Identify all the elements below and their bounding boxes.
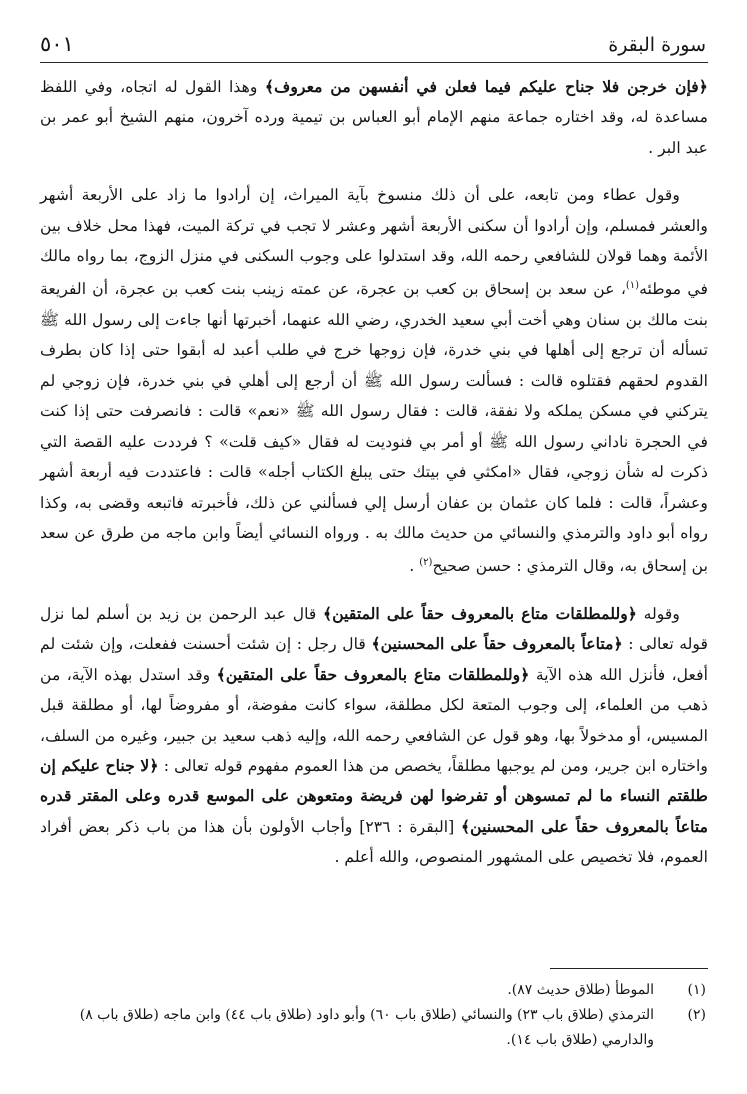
quran-verse: ﴿وللمطلقات متاع بالمعروف حقاً على المتقين﴾ bbox=[216, 664, 530, 684]
paragraph-2 bbox=[40, 180, 708, 582]
footnote-text: الموطأ (طلاق حديث ٨٧). bbox=[507, 982, 654, 998]
footnote bbox=[40, 1003, 706, 1053]
quran-verse: ﴿وللمطلقات متاع بالمعروف حقاً على المتقين﴾ bbox=[323, 603, 637, 623]
footnote-ref-2: (٢) bbox=[419, 557, 433, 569]
quran-verse: ﴿لا جناح عليكم إن طلقتم النساء ما لم تمسوهن أو تفرضوا لهن فريضة ومتعوهن على الموسع قدره وعلى المقتر قدره متاعاً بالمعروف حقاً على المحسنين﴾ bbox=[40, 756, 708, 836]
paragraph-1 bbox=[40, 72, 708, 163]
page-header bbox=[40, 28, 708, 63]
footnotes bbox=[40, 978, 706, 1053]
paragraph-text: وقوله bbox=[637, 603, 680, 623]
quran-verse: ﴿متاعاً بالمعروف حقاً على المحسنين﴾ bbox=[371, 634, 623, 654]
footnote-number: (١) bbox=[687, 982, 706, 998]
quran-verse: ﴿فإن خرجن فلا جناح عليكم فيما فعلن في أنفسهن من معروف﴾ bbox=[264, 77, 708, 96]
paragraph-text: . bbox=[409, 556, 420, 576]
paragraph-text: قال عبد الرحمن بن زيد بن أسلم لما نزل قوله تعالى : bbox=[40, 603, 709, 654]
footnote-text: الترمذي (طلاق باب ٢٣) والنسائي (طلاق باب ٦٠) وأبو داود (طلاق باب ٤٤) وابن ماجه (طلاق باب ٨) والدارمي (طلاق باب ١٤). bbox=[79, 1007, 654, 1048]
footnote-divider bbox=[550, 968, 708, 969]
footnote-ref-1: (١) bbox=[625, 280, 640, 292]
main-text bbox=[40, 72, 708, 873]
surah-title: سورة البقرة bbox=[608, 34, 706, 56]
paragraph-text: وهذا القول له اتجاه، وفي اللفظ مساعدة له، وقد اختاره جماعة منهم الإمام أبو العباس بن تيمية ورده آخرون، منهم الشيخ أبو عمر بن عبد البر . bbox=[40, 77, 708, 157]
page-number: ٥٠١ bbox=[40, 32, 74, 56]
paragraph-text: ، عن سعد بن إسحاق بن كعب بن عجرة، عن عمته زينب بنت كعب بن عجرة، أن الفريعة بنت مالك بن سنان وهي أخت أبي سعيد الخدري، رضي الله عنهما، أخبرتها أنها جاءت إلى رسول الله ﷺ تسأله أن ترجع إلى أهلها في بني خدرة، فإن زوجها خرج في طلب أعبد له أبقوا حتى إذا كان بطرف القدوم لحقهم فقتلوه قالت : فسألت رسول الله ﷺ أن أرجع إلى أهلي في بني خدرة، فإن زوجي لم يتركني في مسكن يملكه ولا نفقة، قالت : فقال رسول الله ﷺ «نعم» قالت : فانصرفت حتى إذا كنت في الحجرة ناداني رسول الله ﷺ أو أمر بي فنوديت له فقال «كيف قلت» ؟ فرددت عليه القصة التي ذكرت له شأن زوجي، فقال «امكثي في بيتك حتى يبلغ الكتاب أجله» قالت : فاعتددت فيه أربعة أشهر وعشراً، قالت : فلما كان عثمان بن عفان أرسل إلي فسألني عن ذلك، فأخبرته فاتبعه وقضى به، وكذا رواه أبو داود والترمذي والنسائي من حديث مالك به . ورواه النسائي أيضاً وابن ماجه من طرق عن سعد بن إسحاق به، وقال الترمذي : حسن صحيح bbox=[40, 279, 708, 576]
footnote-number: (٢) bbox=[687, 1007, 706, 1023]
paragraph-3 bbox=[40, 599, 708, 873]
footnote bbox=[40, 978, 706, 1003]
paragraph-text: قال رجل : إن شئت أحسنت ففعلت، وإن شئت لم أفعل، فأنزل الله هذه الآية bbox=[40, 634, 708, 684]
paragraph-text: وقد استدل بهذه الآية، من ذهب من العلماء، إلى وجوب المتعة لكل مطلقة، سواء كانت مفوضة، أو مفروضاً لها، أو مطلقة قبل المسيس، أو مدخولاً بها، وهو قول عن الشافعي رحمه الله، وإليه ذهب سعيد بن جبير، وغيره من السلف، واختاره ابن جرير، ومن لم يوجبها مطلقاً، يخصص من هذا العموم مفهوم قوله تعالى : bbox=[40, 664, 708, 775]
paragraph-text: [البقرة : ٢٣٦] وأجاب الأولون بأن هذا من باب ذكر بعض أفراد العموم، فلا تخصيص على المشهور المنصوص، والله أعلم . bbox=[40, 816, 708, 867]
paragraph-text: وقول عطاء ومن تابعه، على أن ذلك منسوخ بآية الميراث، إن أرادوا ما زاد على الأربعة أشهر والعشر فمسلم، وإن أرادوا أن سكنى الأربعة أشهر وعشر لا تجب في تركة الميت، فهذا محل خلاف بين الأئمة وهما قولان للشافعي رحمه الله، وقد استدلوا على وجوب السكنى في منزل الزوج، بما رواه مالك في موطئه bbox=[40, 185, 709, 299]
